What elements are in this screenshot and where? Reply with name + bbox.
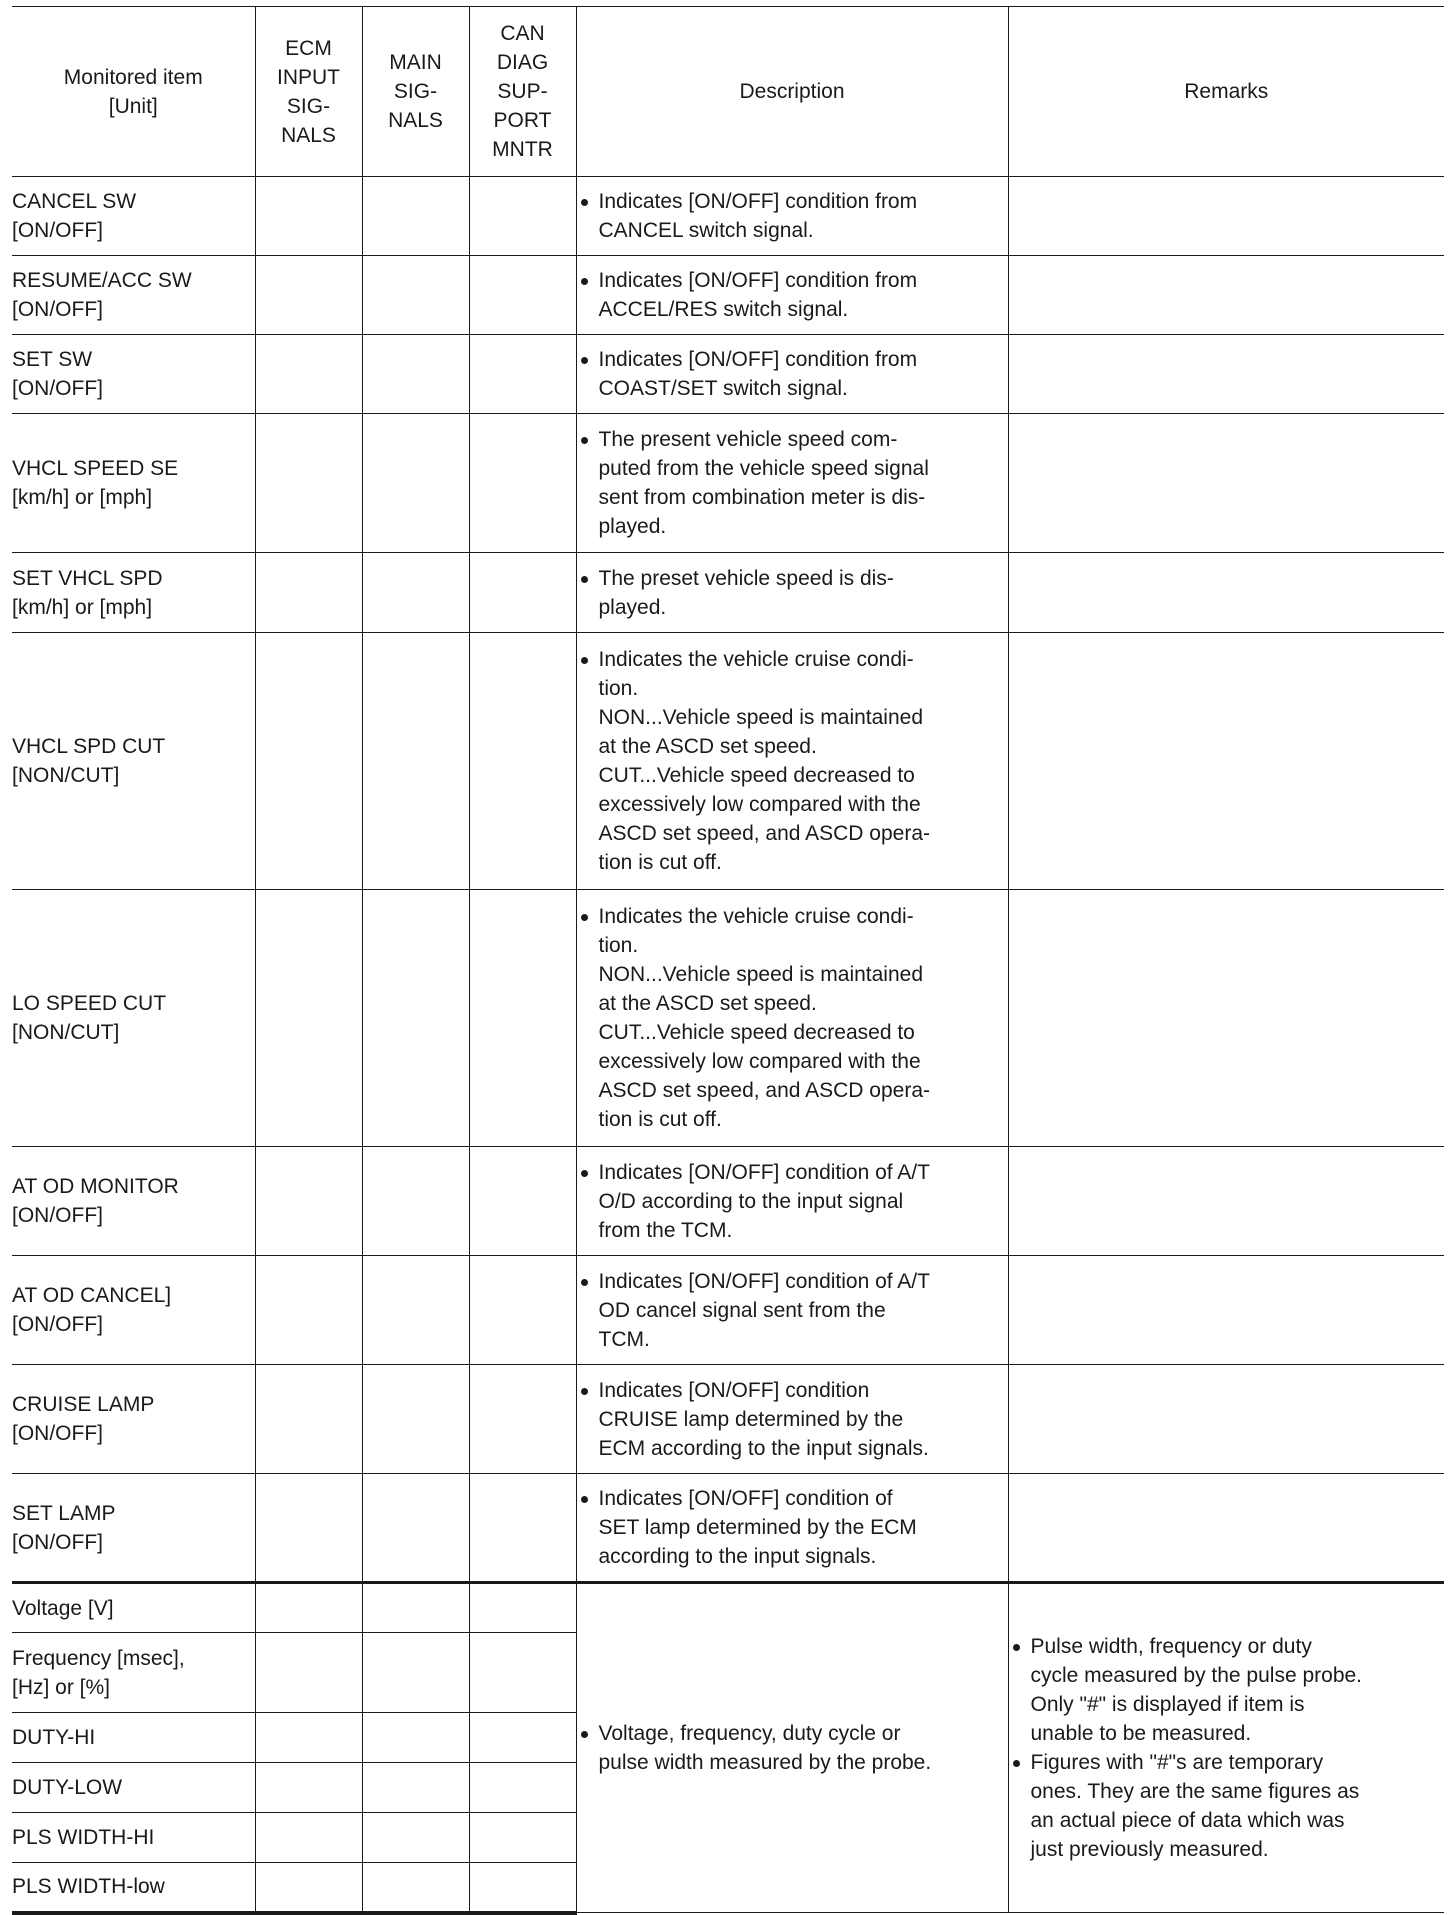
table-row	[12, 414, 1444, 553]
can-diag-cell	[469, 335, 576, 414]
description-bullet: Indicates [ON/OFF] condition of A/T O/D according to the input signal from the TCM.	[577, 1158, 1008, 1245]
header-description: Description	[576, 7, 1008, 177]
ecm-input-cell	[255, 890, 362, 1147]
table-row	[12, 1474, 1444, 1583]
header-ecm-input-signals: ECM INPUT SIG- NALS	[255, 7, 362, 177]
remarks-bullet: Pulse width, frequency or duty cycle measured by the pulse probe. Only "#" is displayed if item is unable to be measured.	[1009, 1632, 1445, 1748]
description-cell	[576, 335, 1008, 414]
ecm-input-cell	[255, 1763, 362, 1813]
monitored-item-cell: VHCL SPD CUT [NON/CUT]	[12, 633, 255, 890]
ecm-input-cell	[255, 1474, 362, 1583]
monitored-item-cell: PLS WIDTH-HI	[12, 1813, 255, 1863]
monitored-item-cell: CANCEL SW [ON/OFF]	[12, 177, 255, 256]
main-signals-cell	[362, 1813, 469, 1863]
header-can-diag-support-monitor: CAN DIAG SUP- PORT MNTR	[469, 7, 576, 177]
monitored-item-cell: AT OD CANCEL] [ON/OFF]	[12, 1256, 255, 1365]
remarks-cell	[1008, 335, 1444, 414]
header-main-signals: MAIN SIG- NALS	[362, 7, 469, 177]
can-diag-cell	[469, 256, 576, 335]
table-row	[12, 256, 1444, 335]
monitored-item-cell: DUTY-HI	[12, 1713, 255, 1763]
description-cell	[576, 1256, 1008, 1365]
can-diag-cell	[469, 1863, 576, 1913]
ecm-input-cell	[255, 177, 362, 256]
description-bullet: Indicates [ON/OFF] condition CRUISE lamp determined by the ECM according to the input signals.	[577, 1376, 1008, 1463]
can-diag-cell	[469, 1713, 576, 1763]
remarks-cell	[1008, 1474, 1444, 1583]
main-signals-cell	[362, 256, 469, 335]
description-cell	[576, 1583, 1008, 1913]
description-bullet: The present vehicle speed com- puted from the vehicle speed signal sent from combination meter is dis- played.	[577, 425, 1008, 541]
description-bullet: Indicates [ON/OFF] condition from COAST/SET switch signal.	[577, 345, 1008, 403]
ecm-input-cell	[255, 633, 362, 890]
description-cell	[576, 414, 1008, 553]
main-signals-cell	[362, 1256, 469, 1365]
monitored-item-cell: SET LAMP [ON/OFF]	[12, 1474, 255, 1583]
description-bullet: Indicates the vehicle cruise condi- tion. NON...Vehicle speed is maintained at the ASCD set speed. CUT...Vehicle speed decreased to excessively low compared with the ASCD set speed, and ASCD opera- tion is cut off.	[577, 645, 1008, 877]
description-cell	[576, 633, 1008, 890]
can-diag-cell	[469, 1474, 576, 1583]
ecm-input-cell	[255, 256, 362, 335]
main-signals-cell	[362, 177, 469, 256]
monitored-item-cell: CRUISE LAMP [ON/OFF]	[12, 1365, 255, 1474]
ecm-input-cell	[255, 1256, 362, 1365]
remarks-cell	[1008, 633, 1444, 890]
remarks-cell	[1008, 177, 1444, 256]
remarks-cell	[1008, 256, 1444, 335]
table-row	[12, 177, 1444, 256]
can-diag-cell	[469, 1583, 576, 1633]
description-bullet: Indicates [ON/OFF] condition from ACCEL/RES switch signal.	[577, 266, 1008, 324]
description-cell	[576, 1365, 1008, 1474]
description-bullet: Indicates [ON/OFF] condition from CANCEL switch signal.	[577, 187, 1008, 245]
table-body	[12, 177, 1444, 1913]
header-remarks: Remarks	[1008, 7, 1444, 177]
main-signals-cell	[362, 553, 469, 633]
description-cell	[576, 177, 1008, 256]
monitored-item-cell: DUTY-LOW	[12, 1763, 255, 1813]
description-bullet: Indicates [ON/OFF] condition of SET lamp determined by the ECM according to the input signals.	[577, 1484, 1008, 1571]
description-bullet: Indicates the vehicle cruise condi- tion. NON...Vehicle speed is maintained at the ASCD set speed. CUT...Vehicle speed decreased to excessively low compared with the ASCD set speed, and ASCD opera- tion is cut off.	[577, 902, 1008, 1134]
remarks-bullet: Figures with "#"s are temporary ones. They are the same figures as an actual piece of data which was just previously measured.	[1009, 1748, 1445, 1864]
monitored-item-cell: VHCL SPEED SE [km/h] or [mph]	[12, 414, 255, 553]
monitored-item-cell: AT OD MONITOR [ON/OFF]	[12, 1147, 255, 1256]
main-signals-cell	[362, 633, 469, 890]
ecm-input-cell	[255, 1365, 362, 1474]
ecm-input-cell	[255, 1713, 362, 1763]
remarks-cell	[1008, 1365, 1444, 1474]
main-signals-cell	[362, 1365, 469, 1474]
remarks-cell	[1008, 553, 1444, 633]
description-cell	[576, 256, 1008, 335]
ecm-input-cell	[255, 1147, 362, 1256]
can-diag-cell	[469, 1633, 576, 1713]
monitored-item-cell: LO SPEED CUT [NON/CUT]	[12, 890, 255, 1147]
can-diag-cell	[469, 1763, 576, 1813]
description-bullet: Voltage, frequency, duty cycle or pulse width measured by the probe.	[577, 1719, 1008, 1777]
table-row	[12, 553, 1444, 633]
monitored-item-cell: RESUME/ACC SW [ON/OFF]	[12, 256, 255, 335]
can-diag-cell	[469, 890, 576, 1147]
main-signals-cell	[362, 890, 469, 1147]
header-row	[12, 7, 1444, 177]
monitored-item-cell: Voltage [V]	[12, 1583, 255, 1633]
main-signals-cell	[362, 1583, 469, 1633]
table-row	[12, 1365, 1444, 1474]
main-signals-cell	[362, 1863, 469, 1913]
main-signals-cell	[362, 1713, 469, 1763]
table-row	[12, 1256, 1444, 1365]
table-row	[12, 1147, 1444, 1256]
can-diag-cell	[469, 1256, 576, 1365]
monitor-item-table	[12, 6, 1444, 1915]
can-diag-cell	[469, 1365, 576, 1474]
main-signals-cell	[362, 1763, 469, 1813]
description-cell	[576, 1474, 1008, 1583]
main-signals-cell	[362, 1474, 469, 1583]
can-diag-cell	[469, 553, 576, 633]
ecm-input-cell	[255, 1583, 362, 1633]
remarks-cell	[1008, 890, 1444, 1147]
description-cell	[576, 890, 1008, 1147]
ecm-input-cell	[255, 553, 362, 633]
main-signals-cell	[362, 1633, 469, 1713]
ecm-input-cell	[255, 1813, 362, 1863]
ecm-input-cell	[255, 1633, 362, 1713]
can-diag-cell	[469, 633, 576, 890]
table-row	[12, 633, 1444, 890]
remarks-cell	[1008, 414, 1444, 553]
main-signals-cell	[362, 335, 469, 414]
remarks-cell	[1008, 1147, 1444, 1256]
can-diag-cell	[469, 1813, 576, 1863]
main-signals-cell	[362, 414, 469, 553]
monitored-item-cell: SET SW [ON/OFF]	[12, 335, 255, 414]
can-diag-cell	[469, 177, 576, 256]
can-diag-cell	[469, 1147, 576, 1256]
can-diag-cell	[469, 414, 576, 553]
ecm-input-cell	[255, 414, 362, 553]
table-row	[12, 890, 1444, 1147]
remarks-cell	[1008, 1583, 1444, 1913]
description-cell	[576, 553, 1008, 633]
ecm-input-cell	[255, 1863, 362, 1913]
remarks-cell	[1008, 1256, 1444, 1365]
description-bullet: The preset vehicle speed is dis- played.	[577, 564, 1008, 622]
ecm-input-cell	[255, 335, 362, 414]
table-row	[12, 335, 1444, 414]
header-monitored-item: Monitored item [Unit]	[12, 7, 255, 177]
description-bullet: Indicates [ON/OFF] condition of A/T OD cancel signal sent from the TCM.	[577, 1267, 1008, 1354]
main-signals-cell	[362, 1147, 469, 1256]
description-cell	[576, 1147, 1008, 1256]
monitored-item-cell: PLS WIDTH-low	[12, 1863, 255, 1913]
table-row	[12, 1583, 1444, 1633]
monitored-item-cell: SET VHCL SPD [km/h] or [mph]	[12, 553, 255, 633]
monitored-item-cell: Frequency [msec], [Hz] or [%]	[12, 1633, 255, 1713]
